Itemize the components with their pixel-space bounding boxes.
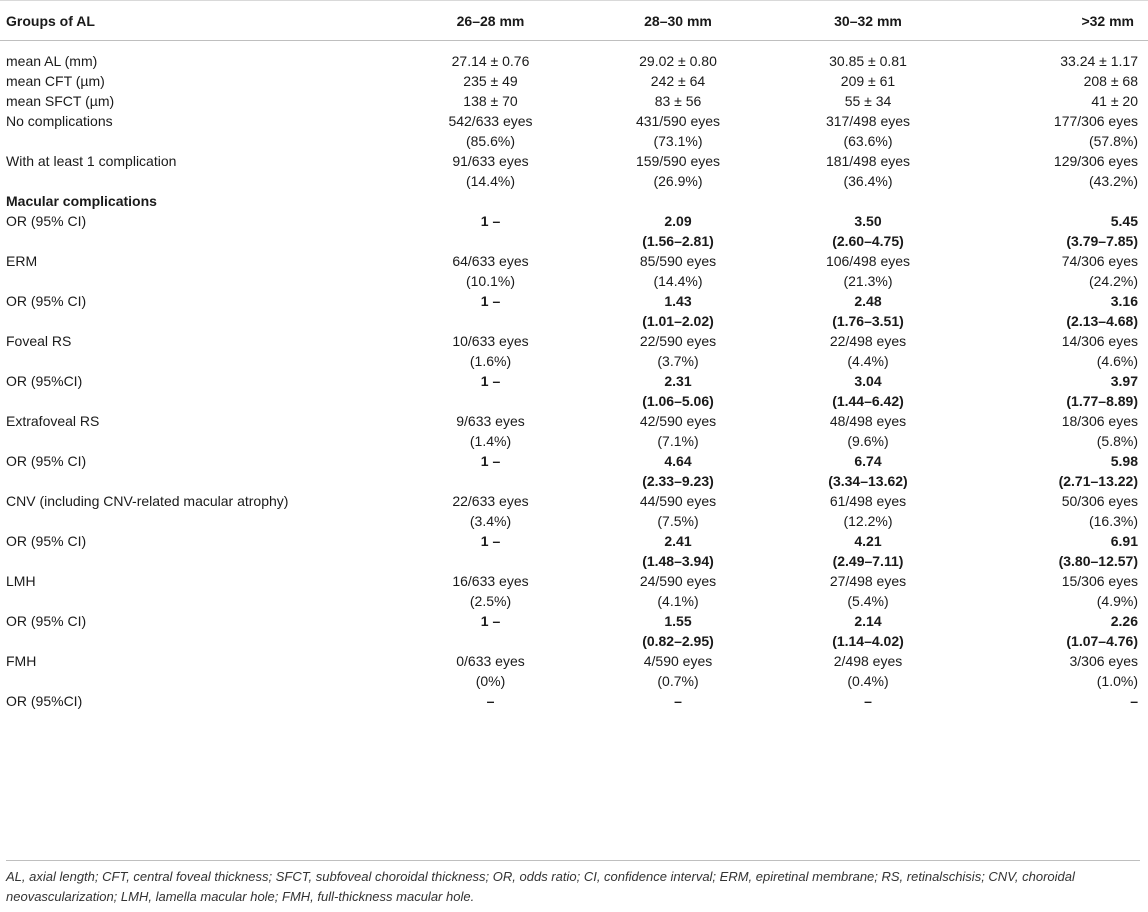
table-cell xyxy=(963,651,1148,691)
row-label: Foveal RS xyxy=(6,333,72,349)
table-cell xyxy=(398,91,583,111)
table-row xyxy=(0,371,1148,411)
table-row xyxy=(0,651,1148,691)
cell-text: (85.6%) xyxy=(465,133,516,149)
cell-text: (0%) xyxy=(475,673,506,689)
cell-text: 55 ± 34 xyxy=(844,93,892,109)
cell-text: 2.09 xyxy=(664,213,692,229)
cell-text: (2.60–4.75) xyxy=(832,233,904,249)
table-cell xyxy=(773,211,963,251)
cell-text: 3.97 xyxy=(1110,373,1138,389)
table-cell xyxy=(583,91,773,111)
cell-text: 22/633 eyes xyxy=(452,493,529,509)
cell-text: 24/590 eyes xyxy=(639,573,717,589)
header-over-32: >32 mm xyxy=(963,1,1148,41)
table-cell xyxy=(963,531,1148,571)
table-cell xyxy=(773,91,963,111)
cell-text: 83 ± 56 xyxy=(654,93,702,109)
table-row xyxy=(0,691,1148,719)
cell-text: 85/590 eyes xyxy=(639,253,717,269)
cell-text: (1.76–3.51) xyxy=(832,313,904,329)
cell-text: 3.50 xyxy=(854,213,882,229)
cell-text: (2.33–9.23) xyxy=(642,473,714,489)
cell-text: (0.4%) xyxy=(847,673,889,689)
cell-text: 2.26 xyxy=(1110,613,1138,629)
table-cell xyxy=(398,41,583,72)
table-row xyxy=(0,451,1148,491)
cell-text: (26.9%) xyxy=(653,173,703,189)
row-label: OR (95% CI) xyxy=(6,213,87,229)
cell-text: (2.5%) xyxy=(469,593,512,609)
cell-text: 106/498 eyes xyxy=(825,253,911,269)
cell-text: 4.64 xyxy=(664,453,692,469)
cell-text: (12.2%) xyxy=(843,513,893,529)
table-cell xyxy=(963,491,1148,531)
table-cell xyxy=(773,191,963,211)
table-row xyxy=(0,91,1148,111)
table-cell xyxy=(398,531,583,571)
header-row xyxy=(0,1,1148,41)
header-28-30: 28–30 mm xyxy=(583,1,773,41)
table-cell xyxy=(398,111,583,151)
row-label: FMH xyxy=(6,653,37,669)
table-cell xyxy=(773,611,963,651)
table-cell xyxy=(583,691,773,719)
cell-text: 22/498 eyes xyxy=(829,333,907,349)
table-cell xyxy=(963,71,1148,91)
cell-text: 42/590 eyes xyxy=(639,413,717,429)
table-cell xyxy=(773,291,963,331)
cell-text: 181/498 eyes xyxy=(825,153,911,169)
cell-text: (10.1%) xyxy=(465,273,516,289)
table-cell xyxy=(398,491,583,531)
table-cell xyxy=(583,211,773,251)
cell-text: 48/498 eyes xyxy=(829,413,907,429)
cell-text: (1.01–2.02) xyxy=(642,313,714,329)
cell-text: 44/590 eyes xyxy=(639,493,717,509)
cell-text: 6.74 xyxy=(854,453,882,469)
cell-text: (7.1%) xyxy=(657,433,699,449)
table-row xyxy=(0,251,1148,291)
cell-text: 50/306 eyes xyxy=(1061,493,1138,509)
cell-text: (1.48–3.94) xyxy=(642,553,714,569)
cell-text: 4/590 eyes xyxy=(643,653,713,669)
table-cell xyxy=(583,451,773,491)
table-row xyxy=(0,211,1148,251)
table-cell xyxy=(398,371,583,411)
table-cell xyxy=(963,41,1148,72)
cell-text: – xyxy=(674,693,682,709)
cell-text: 1 – xyxy=(480,373,501,389)
cell-text: 0/633 eyes xyxy=(456,653,525,669)
cell-text: (3.4%) xyxy=(469,513,512,529)
cell-text: (5.8%) xyxy=(1096,433,1138,449)
table-row xyxy=(0,71,1148,91)
row-label: OR (95% CI) xyxy=(6,453,87,469)
table-cell xyxy=(398,651,583,691)
cell-text: (1.6%) xyxy=(469,353,512,369)
table-cell xyxy=(398,191,583,211)
cell-text: 2/498 eyes xyxy=(833,653,903,669)
cell-text: – xyxy=(486,693,495,709)
table-cell xyxy=(773,71,963,91)
table-cell xyxy=(773,41,963,72)
cell-text: 1 – xyxy=(480,533,501,549)
cell-text: (1.07–4.76) xyxy=(1066,633,1138,649)
cell-text: 14/306 eyes xyxy=(1061,333,1138,349)
cell-text: 1 – xyxy=(480,453,501,469)
cell-text: (4.4%) xyxy=(847,353,889,369)
table-row xyxy=(0,151,1148,191)
cell-text: (14.4%) xyxy=(465,173,516,189)
cell-text: 41 ± 20 xyxy=(1091,93,1138,109)
row-label: OR (95% CI) xyxy=(6,613,87,629)
cell-text: 2.31 xyxy=(664,373,692,389)
cell-text: 1 – xyxy=(480,293,501,309)
table-cell xyxy=(398,611,583,651)
cell-text: (4.6%) xyxy=(1096,353,1138,369)
cell-text: (14.4%) xyxy=(653,273,703,289)
cell-text: (1.77–8.89) xyxy=(1066,393,1138,409)
row-label: OR (95% CI) xyxy=(6,293,87,309)
cell-text: (4.1%) xyxy=(657,593,699,609)
table-cell xyxy=(398,211,583,251)
table-cell xyxy=(398,251,583,291)
table-cell xyxy=(963,211,1148,251)
cell-text: 209 ± 61 xyxy=(840,73,896,89)
row-label: ERM xyxy=(6,253,38,269)
cell-text: 1.43 xyxy=(664,293,692,309)
cell-text: – xyxy=(864,693,872,709)
table-row xyxy=(0,611,1148,651)
cell-text: 15/306 eyes xyxy=(1061,573,1138,589)
table-cell xyxy=(583,651,773,691)
table-footnote: AL, axial length; CFT, central foveal thickness; SFCT, subfoveal choroidal thickness; OR, odds ratio; CI, confidence interval; ERM, epiretinal membrane; RS, retinalschisis; CNV, choroidal neovascularization; LMH, lamella macular hole; FMH, full-thickness macular hole. xyxy=(6,860,1140,907)
cell-text: 1 – xyxy=(480,213,501,229)
cell-text: 27.14 ± 0.76 xyxy=(451,53,530,69)
cell-text: (21.3%) xyxy=(843,273,893,289)
table-cell xyxy=(963,251,1148,291)
cell-text: (2.13–4.68) xyxy=(1066,313,1138,329)
cell-text: (43.2%) xyxy=(1088,173,1138,189)
table-cell xyxy=(583,491,773,531)
row-label: CNV (including CNV-related macular atrophy) xyxy=(6,493,289,509)
row-label: OR (95% CI) xyxy=(6,533,87,549)
cell-text: (4.9%) xyxy=(1096,593,1138,609)
header-26-28: 26–28 mm xyxy=(398,1,583,41)
cell-text: (1.14–4.02) xyxy=(832,633,904,649)
row-label: mean SFCT (µm) xyxy=(6,93,115,109)
cell-text: 22/590 eyes xyxy=(639,333,717,349)
cell-text: 74/306 eyes xyxy=(1061,253,1138,269)
row-label: Extrafoveal RS xyxy=(6,413,100,429)
table-cell xyxy=(398,571,583,611)
table-row xyxy=(0,291,1148,331)
row-label: OR (95%CI) xyxy=(6,693,83,709)
cell-text: 242 ± 64 xyxy=(650,73,706,89)
cell-text: 1.55 xyxy=(664,613,692,629)
table-row xyxy=(0,411,1148,451)
row-label: With at least 1 complication xyxy=(6,153,177,169)
table-cell xyxy=(963,151,1148,191)
table-cell xyxy=(963,691,1148,719)
cell-text: 208 ± 68 xyxy=(1083,73,1138,89)
cell-text: 2.48 xyxy=(854,293,882,309)
table-cell xyxy=(963,451,1148,491)
cell-text: (63.6%) xyxy=(843,133,893,149)
cell-text: 91/633 eyes xyxy=(452,153,529,169)
table-cell xyxy=(963,91,1148,111)
cell-text: (24.2%) xyxy=(1088,273,1138,289)
table-cell xyxy=(963,191,1148,211)
row-label: No complications xyxy=(6,113,113,129)
table-cell xyxy=(583,191,773,211)
cell-text: 3.04 xyxy=(854,373,882,389)
cell-text: 129/306 eyes xyxy=(1053,153,1138,169)
table-cell xyxy=(963,571,1148,611)
cell-text: (7.5%) xyxy=(657,513,699,529)
row-label: mean CFT (µm) xyxy=(6,73,105,89)
table-cell xyxy=(583,371,773,411)
cell-text: 2.41 xyxy=(664,533,692,549)
table-cell xyxy=(773,151,963,191)
row-label: Macular complications xyxy=(6,193,157,209)
table-cell xyxy=(583,251,773,291)
table-row xyxy=(0,41,1148,72)
cell-text: (16.3%) xyxy=(1088,513,1138,529)
cell-text: (1.44–6.42) xyxy=(832,393,904,409)
cell-text: (1.4%) xyxy=(469,433,512,449)
cell-text: (9.6%) xyxy=(847,433,889,449)
cell-text: 3.16 xyxy=(1110,293,1138,309)
table-cell xyxy=(583,291,773,331)
cell-text: 1 – xyxy=(480,613,501,629)
table-cell xyxy=(398,291,583,331)
table-cell xyxy=(773,331,963,371)
table-cell xyxy=(398,411,583,451)
table-cell xyxy=(583,611,773,651)
cell-text: 2.14 xyxy=(854,613,882,629)
table-cell xyxy=(773,411,963,451)
cell-text: (2.71–13.22) xyxy=(1058,473,1138,489)
cell-text: 29.02 ± 0.80 xyxy=(639,53,717,69)
cell-text: – xyxy=(1130,693,1138,709)
cell-text: 431/590 eyes xyxy=(635,113,721,129)
cell-text: (3.34–13.62) xyxy=(828,473,908,489)
cell-text: (0.7%) xyxy=(657,673,699,689)
cell-text: 3/306 eyes xyxy=(1069,653,1138,669)
cell-text: 61/498 eyes xyxy=(829,493,907,509)
cell-text: 5.98 xyxy=(1110,453,1138,469)
cell-text: 177/306 eyes xyxy=(1053,113,1138,129)
table-cell xyxy=(583,411,773,451)
row-label: mean AL (mm) xyxy=(6,53,98,69)
cell-text: (0.82–2.95) xyxy=(642,633,714,649)
table-cell xyxy=(963,291,1148,331)
table-cell xyxy=(963,411,1148,451)
cell-text: (2.49–7.11) xyxy=(832,553,904,569)
cell-text: 6.91 xyxy=(1110,533,1138,549)
table-cell xyxy=(773,451,963,491)
table-cell xyxy=(583,111,773,151)
table-cell xyxy=(773,111,963,151)
cell-text: (36.4%) xyxy=(843,173,893,189)
table-cell xyxy=(398,151,583,191)
table-body xyxy=(0,41,1148,720)
cell-text: 16/633 eyes xyxy=(452,573,529,589)
cell-text: 317/498 eyes xyxy=(825,113,911,129)
table-cell xyxy=(398,331,583,371)
cell-text: 27/498 eyes xyxy=(829,573,907,589)
table-cell xyxy=(583,151,773,191)
cell-text: 9/633 eyes xyxy=(456,413,525,429)
table-row xyxy=(0,331,1148,371)
cell-text: 5.45 xyxy=(1110,213,1138,229)
cell-text: 138 ± 70 xyxy=(463,93,518,109)
cell-text: 235 ± 49 xyxy=(463,73,518,89)
table-cell xyxy=(583,571,773,611)
table-cell xyxy=(773,691,963,719)
cell-text: (5.4%) xyxy=(847,593,889,609)
cell-text: (1.06–5.06) xyxy=(642,393,714,409)
table-cell xyxy=(398,691,583,719)
table-cell xyxy=(963,611,1148,651)
table-row xyxy=(0,571,1148,611)
table-cell xyxy=(963,111,1148,151)
cell-text: 4.21 xyxy=(854,533,882,549)
table-cell xyxy=(963,371,1148,411)
table-cell xyxy=(773,491,963,531)
row-label: OR (95%CI) xyxy=(6,373,83,389)
table-cell xyxy=(963,331,1148,371)
table-row xyxy=(0,491,1148,531)
cell-text: (3.7%) xyxy=(657,353,699,369)
table-cell xyxy=(583,531,773,571)
table-cell xyxy=(398,71,583,91)
table-cell xyxy=(773,651,963,691)
row-label: LMH xyxy=(6,573,36,589)
cell-text: 18/306 eyes xyxy=(1061,413,1138,429)
table-cell xyxy=(773,371,963,411)
cell-text: (73.1%) xyxy=(653,133,703,149)
cell-text: 159/590 eyes xyxy=(635,153,721,169)
table-cell xyxy=(583,71,773,91)
table-row xyxy=(0,111,1148,151)
cell-text: 30.85 ± 0.81 xyxy=(829,53,907,69)
table-cell xyxy=(398,451,583,491)
table-cell xyxy=(773,531,963,571)
table-row xyxy=(0,191,1148,211)
cell-text: 33.24 ± 1.17 xyxy=(1060,53,1138,69)
cell-text: (1.56–2.81) xyxy=(642,233,714,249)
cell-text: (3.80–12.57) xyxy=(1058,553,1138,569)
header-groups-of-al: Groups of AL xyxy=(0,1,398,41)
table-cell xyxy=(773,251,963,291)
table-cell xyxy=(583,331,773,371)
table-row xyxy=(0,531,1148,571)
table-cell xyxy=(583,41,773,72)
cell-text: 10/633 eyes xyxy=(452,333,529,349)
cell-text: 542/633 eyes xyxy=(448,113,533,129)
cell-text: (1.0%) xyxy=(1096,673,1138,689)
cell-text: (57.8%) xyxy=(1088,133,1138,149)
header-30-32: 30–32 mm xyxy=(773,1,963,41)
table-cell xyxy=(773,571,963,611)
cell-text: (3.79–7.85) xyxy=(1066,233,1138,249)
cell-text: 64/633 eyes xyxy=(452,253,529,269)
